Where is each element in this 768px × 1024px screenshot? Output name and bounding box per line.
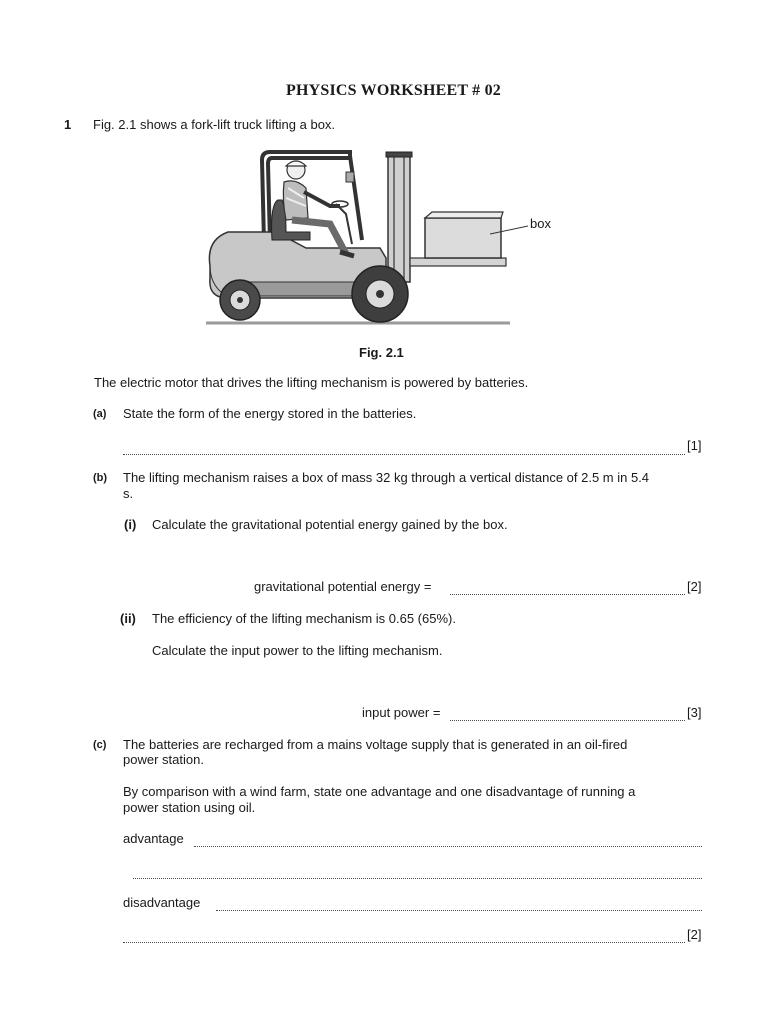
marks-b-ii: [3]	[687, 705, 702, 720]
part-b-question-line1: The lifting mechanism raises a box of mass 32 kg through a vertical distance of 2.5 m in 5.4	[123, 470, 650, 485]
gpe-answer-label: gravitational potential energy =	[254, 579, 432, 594]
input-power-answer-label: input power =	[362, 705, 441, 720]
part-a-label: (a)	[93, 408, 107, 420]
box-label: box	[530, 216, 551, 231]
gpe-answer-line[interactable]	[450, 580, 685, 595]
question-number: 1	[64, 117, 72, 132]
forklift-mast	[388, 154, 410, 282]
part-b-question-line2: s.	[123, 486, 134, 501]
part-b-label: (b)	[93, 472, 108, 484]
advantage-label: advantage	[123, 831, 184, 846]
page-title: PHYSICS WORKSHEET # 02	[286, 82, 501, 99]
part-c-label: (c)	[93, 739, 107, 751]
box-shape	[425, 218, 501, 258]
part-c-question-line2: power station using oil.	[123, 800, 256, 815]
part-c-statement-line1: The batteries are recharged from a mains voltage supply that is generated in an oil-fired	[123, 737, 628, 752]
answer-line-a[interactable]	[123, 440, 685, 455]
driver-body	[283, 181, 308, 220]
part-a-question: State the form of the energy stored in the batteries.	[123, 406, 417, 421]
part-c-question-line1: By comparison with a wind farm, state one advantage and one disadvantage of running a	[123, 784, 636, 799]
part-b-i-question: Calculate the gravitational potential energy gained by the box.	[152, 517, 508, 532]
question-intro: Fig. 2.1 shows a fork-lift truck lifting a box.	[93, 117, 336, 132]
part-c-statement-line2: power station.	[123, 752, 204, 767]
disadvantage-answer-line-2[interactable]	[123, 928, 685, 943]
advantage-answer-line-2[interactable]	[133, 864, 702, 879]
part-b-ii-question: Calculate the input power to the lifting mechanism.	[152, 643, 443, 658]
marks-b-i: [2]	[687, 579, 702, 594]
context-text: The electric motor that drives the lifting mechanism is powered by batteries.	[94, 375, 529, 390]
forklift-figure	[200, 148, 560, 328]
forklift-forks	[410, 258, 506, 266]
part-b-ii-label: (ii)	[120, 611, 136, 626]
marks-a: [1]	[687, 438, 702, 453]
part-b-i-label: (i)	[124, 517, 137, 532]
disadvantage-label: disadvantage	[123, 895, 201, 910]
disadvantage-answer-line-1[interactable]	[216, 896, 702, 911]
figure-caption: Fig. 2.1	[359, 345, 404, 360]
advantage-answer-line-1[interactable]	[194, 832, 702, 847]
part-b-ii-statement: The efficiency of the lifting mechanism is 0.65 (65%).	[152, 611, 456, 626]
marks-c: [2]	[687, 927, 702, 942]
input-power-answer-line[interactable]	[450, 706, 685, 721]
